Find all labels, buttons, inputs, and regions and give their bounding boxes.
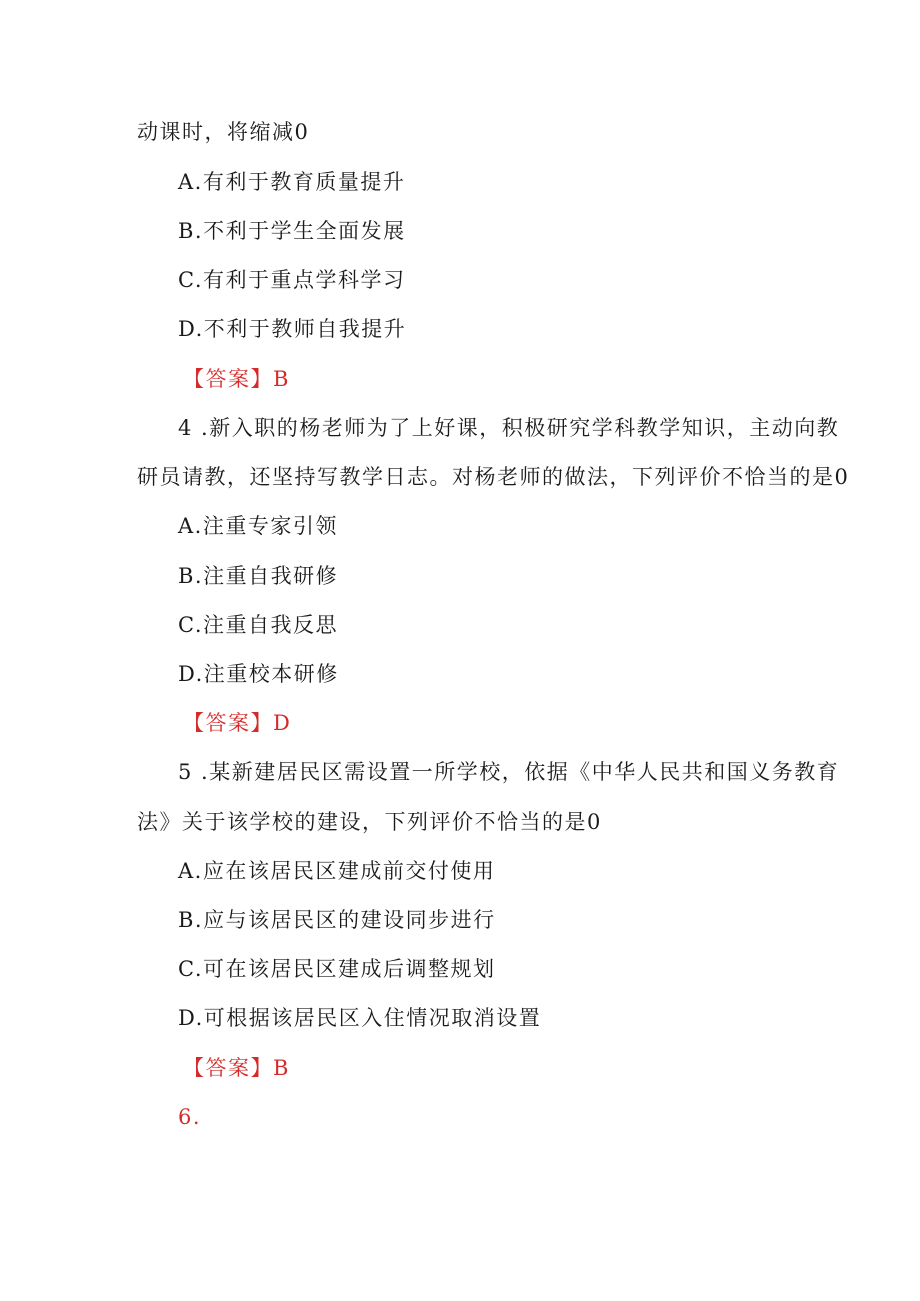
q3-answer: 【答案】B — [183, 367, 290, 391]
q3-stem-tail: 动课时，将缩减0 — [137, 120, 310, 144]
q3-option-a: A.有利于教育质量提升 — [178, 170, 406, 194]
q5-option-d: D.可根据该居民区入住情况取消设置 — [178, 1006, 542, 1030]
q4-stem-line2: 研员请教，还坚持写教学日志。对杨老师的做法，下列评价不恰当的是0 — [137, 465, 850, 489]
q4-option-c: C.注重自我反思 — [178, 613, 338, 637]
q6-number: 6. — [178, 1105, 202, 1129]
q5-answer: 【答案】B — [183, 1056, 290, 1080]
q5-stem-line2: 法》关于该学校的建设，下列评价不恰当的是0 — [137, 810, 602, 834]
q3-option-d: D.不利于教师自我提升 — [178, 317, 407, 341]
q5-option-c: C.可在该居民区建成后调整规划 — [178, 957, 496, 981]
q4-stem-line1: 4 .新入职的杨老师为了上好课，积极研究学科教学知识，主动向教 — [178, 416, 840, 440]
q5-option-b: B.应与该居民区的建设同步进行 — [178, 908, 496, 932]
q5-option-a: A.应在该居民区建成前交付使用 — [178, 859, 496, 883]
q5-stem-line1: 5 .某新建居民区需设置一所学校，依据《中华人民共和国义务教育 — [178, 760, 840, 784]
q3-option-c: C.有利于重点学科学习 — [178, 268, 406, 292]
q4-option-b: B.注重自我研修 — [178, 564, 339, 588]
q4-option-d: D.注重校本研修 — [178, 662, 339, 686]
q4-option-a: A.注重专家引领 — [178, 514, 338, 538]
q3-option-b: B.不利于学生全面发展 — [178, 219, 406, 243]
q4-answer: 【答案】D — [183, 711, 292, 735]
